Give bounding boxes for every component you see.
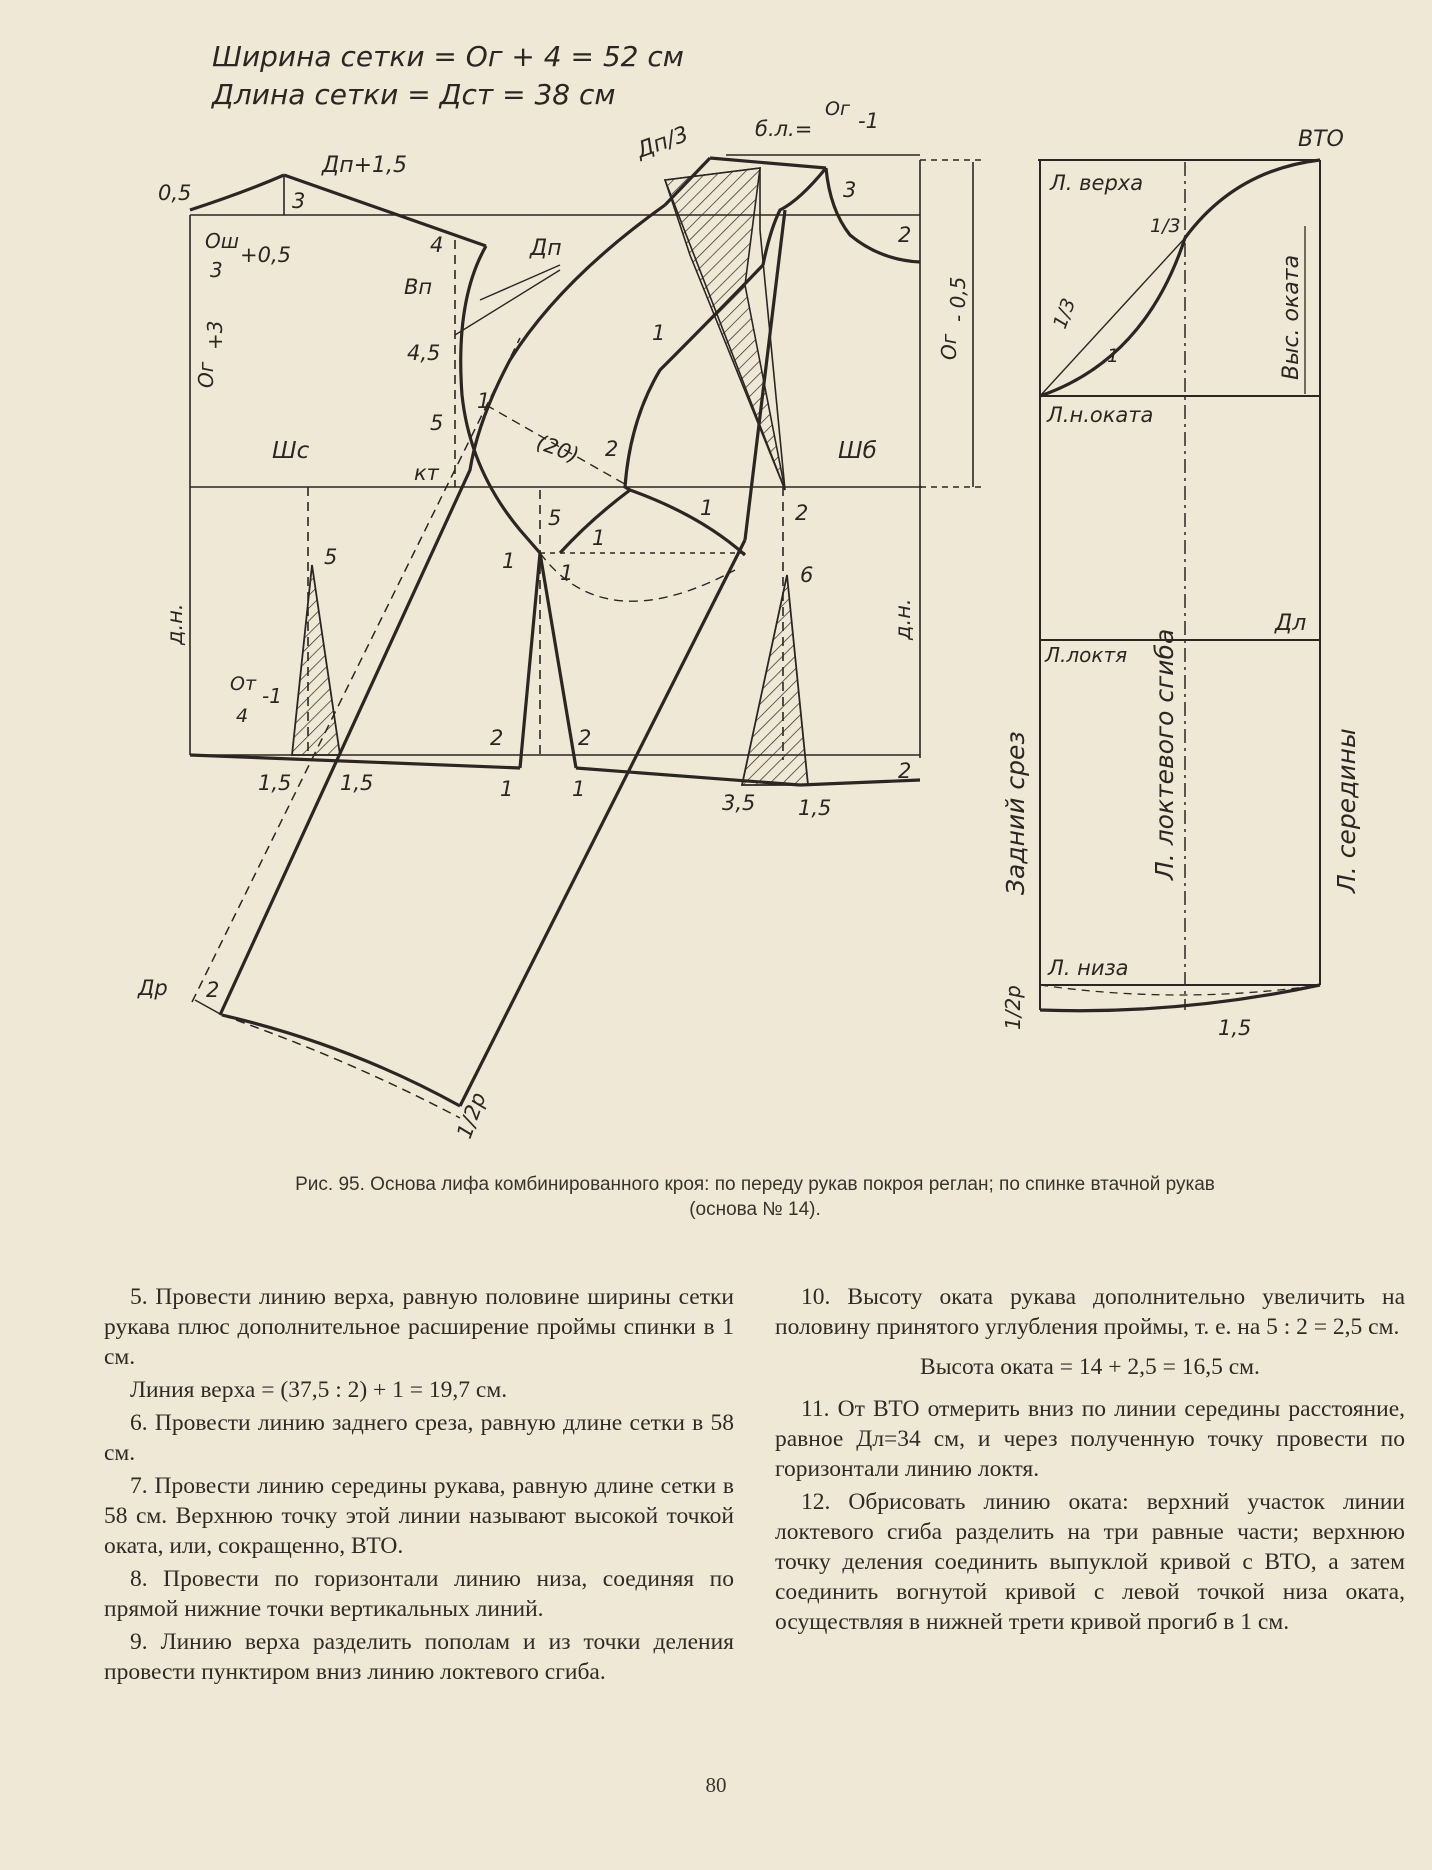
label-dn1: д.н. <box>163 603 187 645</box>
label-bl: б.л.= <box>755 117 813 141</box>
label-v1c: 1 <box>592 526 606 550</box>
text-column-left <box>104 1282 734 1690</box>
label-v20: (20) <box>533 430 583 468</box>
label-v1a: 1 <box>477 389 491 413</box>
caption-line-2: (основа № 14). <box>689 1199 821 1220</box>
label-l-loktya: Л.локтя <box>1045 643 1128 667</box>
label-dr: Др <box>138 976 168 1000</box>
paragraph: 5. Провести линию верха, равную половине ширины сетки рукава плюс дополнительное расширение проймы спинки в 1 см. <box>104 1284 734 1370</box>
label-v15b: 1,5 <box>340 771 374 795</box>
label-vys-okata: Выс. оката <box>1279 254 1304 380</box>
label-l-niza: Л. низа <box>1048 956 1129 980</box>
label-v1b: 1 <box>652 321 666 345</box>
paragraph: 6. Провести линию заднего среза, равную длине сетки в 58 см. <box>104 1410 734 1466</box>
label-osh-tail: +0,5 <box>240 243 291 267</box>
label-v2g: 2 <box>206 978 220 1002</box>
label-shb: Шб <box>838 438 877 464</box>
label-bl-og: Ог <box>825 98 850 120</box>
label-ot-tail: -1 <box>262 684 282 708</box>
label-v1h: 1 <box>572 777 586 801</box>
label-v1g: 1 <box>500 777 514 801</box>
paragraph: 12. Обрисовать линию оката: верхний участок линии локтевого сгиба разделить на три равные части; верхнюю точку деления соединить выпуклой кривой с ВТО, а затем соединить вогнутой кривой с левой точкой низа оката, осуществляя в нижней трети кривой прогиб в 1 см. <box>775 1489 1405 1635</box>
label-three: 3 <box>210 258 223 282</box>
label-shc: Шс <box>272 438 310 464</box>
page-number: 80 <box>705 1773 727 1797</box>
label-osh: Ош <box>205 229 240 253</box>
paragraph: 8. Провести по горизонтали линию низа, соединяя по прямой нижние точки вертикальных линий. <box>104 1566 734 1622</box>
label-v2a: 2 <box>898 223 912 247</box>
label-og3-tail: +3 <box>203 320 227 350</box>
label-half-r: 1/2р <box>452 1089 491 1142</box>
grid-length-formula: Длина сетки = Дст = 38 см <box>212 78 616 111</box>
label-v05: 0,5 <box>158 181 192 205</box>
label-v15a: 1,5 <box>258 771 292 795</box>
label-zadniy: Задний срез <box>1001 731 1030 895</box>
label-l-loktevogo: Л. локтевого сгиба <box>1150 628 1179 880</box>
paragraph: 10. Высоту оката рукава дополнительно увеличить на половину принятого углубления проймы, т. е. на 5 : 2 = 2,5 см. <box>775 1284 1405 1340</box>
label-bl-tail: -1 <box>858 109 879 133</box>
label-l-n-okata: Л.н.оката <box>1047 403 1154 427</box>
label-dl: Дл <box>1275 611 1307 636</box>
paragraph: 9. Линию верха разделить пополам и из точки деления провести пунктиром вниз линию локтевого сгиба. <box>104 1629 734 1685</box>
label-v4: 4 <box>430 233 444 257</box>
label-dp: Дп <box>530 236 562 261</box>
label-ot: От <box>230 673 257 695</box>
label-v15d: 1,5 <box>1218 1016 1252 1040</box>
label-v6: 6 <box>800 563 814 587</box>
figure-caption <box>130 1172 1380 1222</box>
label-l-serediny: Л. середины <box>1332 728 1361 893</box>
formula-line: Высота оката = 14 + 2,5 = 16,5 см. <box>920 1354 1260 1380</box>
label-v2f: 2 <box>898 759 912 783</box>
paragraph: 7. Провести линию середины рукава, равную длине сетки в 58 см. Верхнюю точку этой линии называют высокой точкой оката, или, сокращенно, ВТО. <box>104 1473 734 1559</box>
label-l-verha: Л. верха <box>1050 171 1144 195</box>
label-v35: 3,5 <box>722 791 756 815</box>
label-v2e: 2 <box>578 726 592 750</box>
label-four: 4 <box>236 705 249 727</box>
label-vto: ВТО <box>1298 127 1344 152</box>
text-column-right <box>775 1282 1405 1640</box>
label-vp: Вп <box>404 275 433 299</box>
label-third2: 1/3 <box>1049 295 1081 332</box>
label-dp3: Дп/3 <box>633 122 692 164</box>
label-og2-tail: - 0,5 <box>946 276 970 322</box>
label-v2d: 2 <box>490 726 504 750</box>
label-dp15: Дп+1,5 <box>322 153 407 178</box>
label-v1f: 1 <box>560 561 574 585</box>
label-og2: Ог <box>937 333 961 360</box>
label-v5c: 5 <box>324 545 338 569</box>
label-v15c: 1,5 <box>798 796 832 820</box>
label-v5b: 5 <box>548 506 562 530</box>
label-half-r2: 1/2р <box>1001 985 1025 1030</box>
paragraph: 11. От ВТО отмерить вниз по линии середины расстояние, равное Дл=34 см, и через полученную точку провести по горизонтали линию локтя. <box>775 1396 1405 1482</box>
paragraph: Линия верха = (37,5 : 2) + 1 = 19,7 см. <box>130 1377 508 1403</box>
label-v1i: 1 <box>1107 345 1120 367</box>
label-v1d: 1 <box>700 496 714 520</box>
caption-line-1: Рис. 95. Основа лифа комбинированного кроя: по переду рукав покроя реглан; по спинке втачной рукав <box>295 1174 1215 1195</box>
label-v3a: 3 <box>292 189 306 213</box>
label-v2b: 2 <box>605 437 619 461</box>
label-og3: Ог <box>194 361 218 388</box>
label-v3b: 3 <box>843 178 857 202</box>
grid-width-formula: Ширина сетки = Ог + 4 = 52 см <box>212 40 684 73</box>
label-v45: 4,5 <box>407 341 441 365</box>
label-v2c: 2 <box>795 501 809 525</box>
sleeve-grid <box>1038 160 1320 1010</box>
label-third1: 1/3 <box>1150 215 1181 237</box>
label-dn2: д.н. <box>891 598 915 640</box>
label-kt: кт <box>414 461 439 485</box>
label-v1e: 1 <box>502 549 516 573</box>
label-v5a: 5 <box>430 411 444 435</box>
